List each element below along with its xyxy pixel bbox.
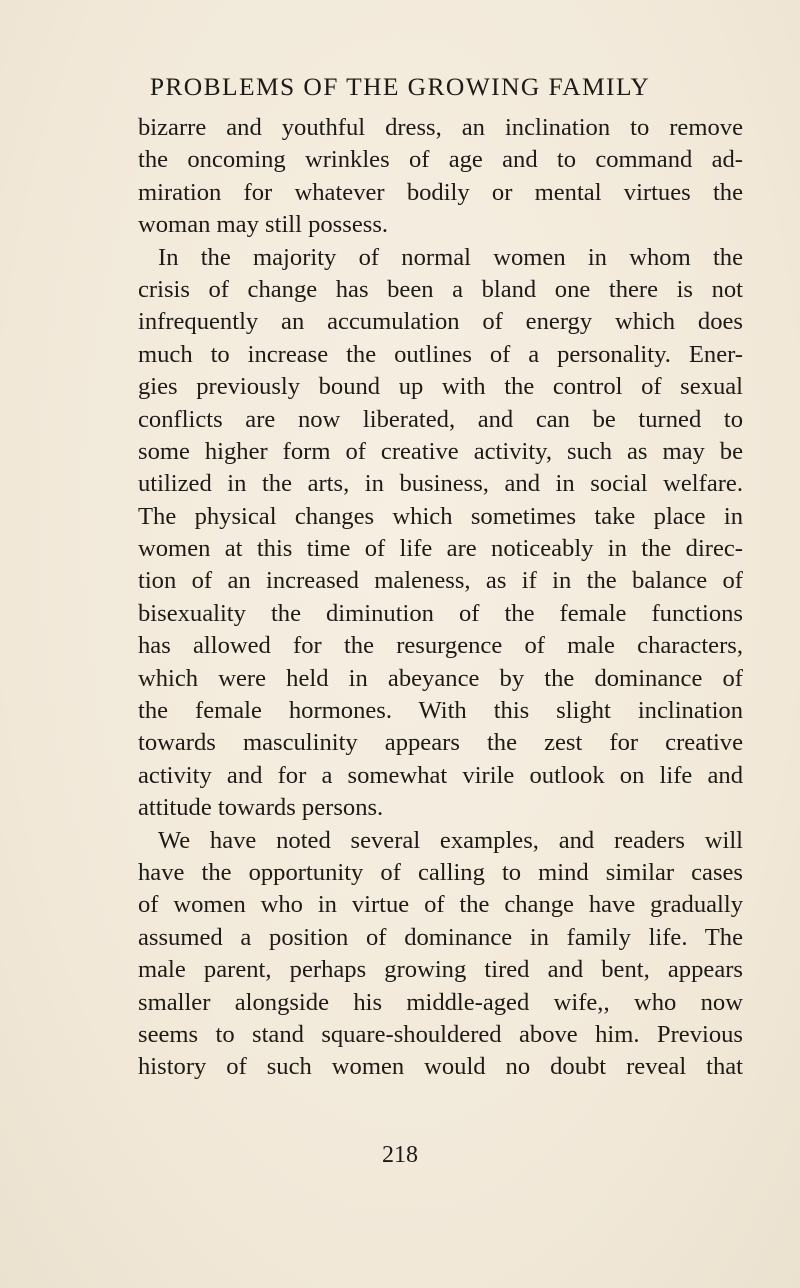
text-line: the oncoming wrinkles of age and to command ad-	[138, 146, 743, 174]
text-line: In the majority of normal women in whom the	[158, 243, 743, 271]
text-line: conflicts are now liberated, and can be turned to	[138, 405, 743, 433]
text-line: tion of an increased maleness, as if in the balance of	[138, 567, 743, 595]
text-line: the female hormones. With this slight inclination	[138, 697, 743, 725]
text-line: much to increase the outlines of a personality. Ener-	[138, 340, 743, 368]
text-line: We have noted several examples, and readers will	[158, 826, 743, 854]
text-line: woman may still possess.	[138, 211, 389, 239]
text-line: crisis of change has been a bland one there is not	[138, 275, 743, 303]
text-line: utilized in the arts, in business, and in social welfare.	[138, 470, 743, 498]
text-line: women at this time of life are noticeably in the direc-	[138, 535, 743, 563]
text-line: bizarre and youthful dress, an inclination to remove	[138, 114, 743, 141]
page-number: 218	[382, 1142, 418, 1168]
text-line: male parent, perhaps growing tired and bent, appears	[138, 956, 743, 984]
text-line: activity and for a somewhat virile outlook on life and	[138, 761, 743, 789]
text-line: towards masculinity appears the zest for creative	[138, 729, 743, 757]
text-line: infrequently an accumulation of energy which does	[138, 308, 743, 336]
text-line: which were held in abeyance by the dominance of	[138, 664, 743, 692]
text-line: have the opportunity of calling to mind similar cases	[138, 858, 743, 886]
text-line: miration for whatever bodily or mental virtues the	[138, 178, 743, 206]
body-text	[138, 112, 743, 1084]
text-line: assumed a position of dominance in family life. The	[138, 923, 743, 951]
text-line: bisexuality the diminution of the female functions	[138, 599, 743, 627]
running-head: PROBLEMS OF THE GROWING FAMILY	[149, 72, 651, 101]
text-line: some higher form of creative activity, such as may be	[138, 437, 743, 465]
text-line: The physical changes which sometimes take place in	[138, 502, 743, 530]
text-line: has allowed for the resurgence of male characters,	[138, 632, 743, 660]
text-line: gies previously bound up with the control of sexual	[138, 373, 743, 401]
text-line: seems to stand square-shouldered above him. Previous	[138, 1020, 743, 1048]
text-line: attitude towards persons.	[138, 794, 384, 822]
text-line: smaller alongside his middle-aged wife,, who now	[138, 988, 743, 1016]
text-line: history of such women would no doubt reveal that	[138, 1053, 743, 1081]
text-line: of women who in virtue of the change have gradually	[138, 891, 743, 919]
